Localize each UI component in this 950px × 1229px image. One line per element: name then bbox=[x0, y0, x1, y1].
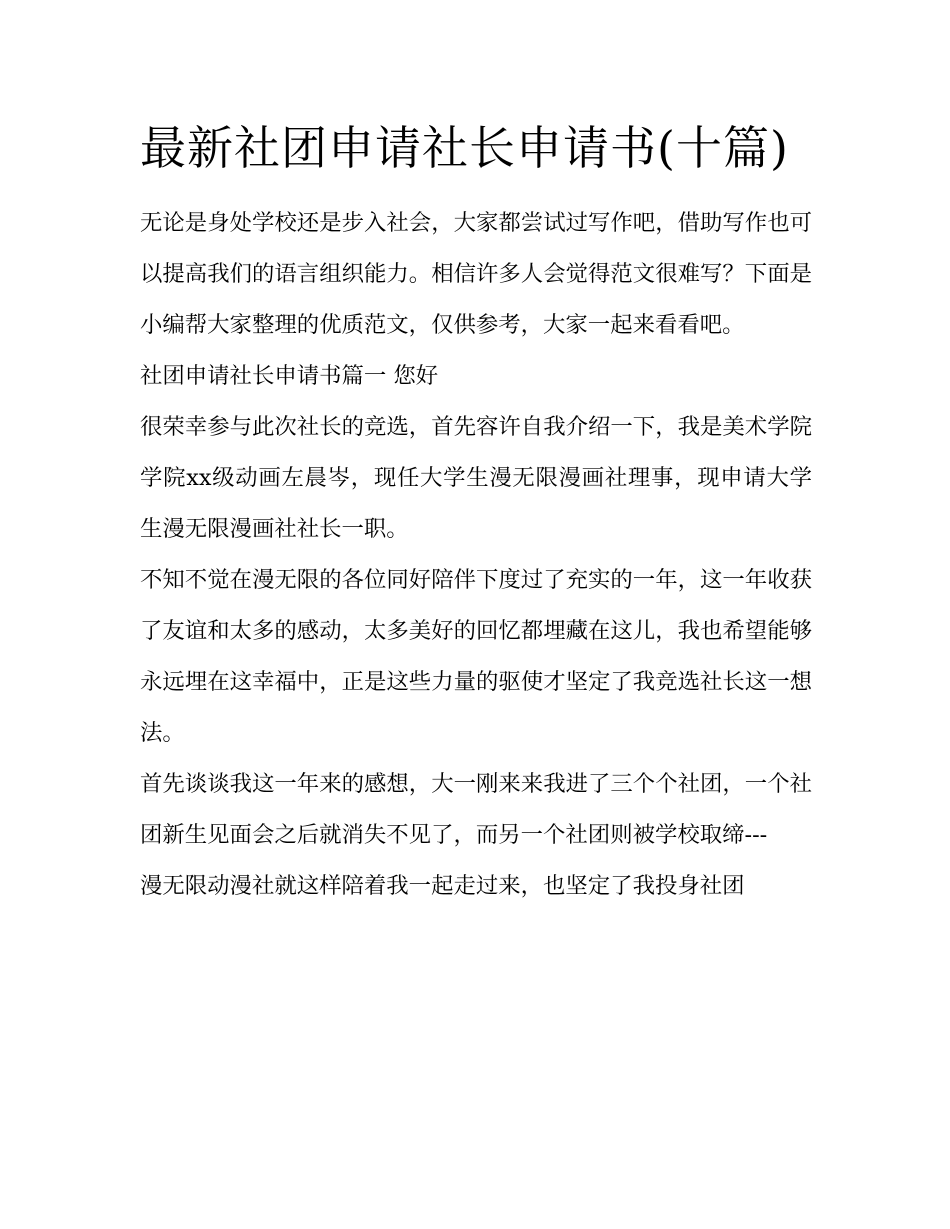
paragraph-reflection: 不知不觉在漫无限的各位同好陪伴下度过了充实的一年，这一年收获了友谊和太多的感动，太多美好的回忆都埋藏在这儿，我也希望能够永远埋在这幸福中，正是这些力量的驱使才坚定了我竞选社长这一想法。 bbox=[140, 567, 812, 746]
paragraph-self-introduction: 很荣幸参与此次社长的竞选，首先容许自我介绍一下，我是美术学院学院xx级动画左晨岑，现任大学生漫无限漫画社理事，现申请大学生漫无限漫画社社长一职。 bbox=[140, 414, 812, 542]
paragraph-continuation: 漫无限动漫社就这样陪着我一起走过来，也坚定了我投身社团 bbox=[140, 873, 745, 899]
paragraph-section-heading: 社团申请社长申请书篇一 您好 bbox=[140, 363, 439, 389]
document-title: 最新社团申请社长申请书(十篇) bbox=[140, 121, 789, 175]
document-body bbox=[140, 198, 812, 912]
paragraph-intro: 无论是身处学校还是步入社会，大家都尝试过写作吧，借助写作也可以提高我们的语言组织能力。相信许多人会觉得范文很难写？下面是小编帮大家整理的优质范文，仅供参考，大家一起来看看吧。 bbox=[140, 210, 812, 338]
paragraph-experience: 首先谈谈我这一年来的感想，大一刚来来我进了三个个社团，一个社团新生见面会之后就消失不见了，而另一个社团则被学校取缔--- bbox=[140, 771, 812, 848]
document-page bbox=[140, 112, 812, 912]
